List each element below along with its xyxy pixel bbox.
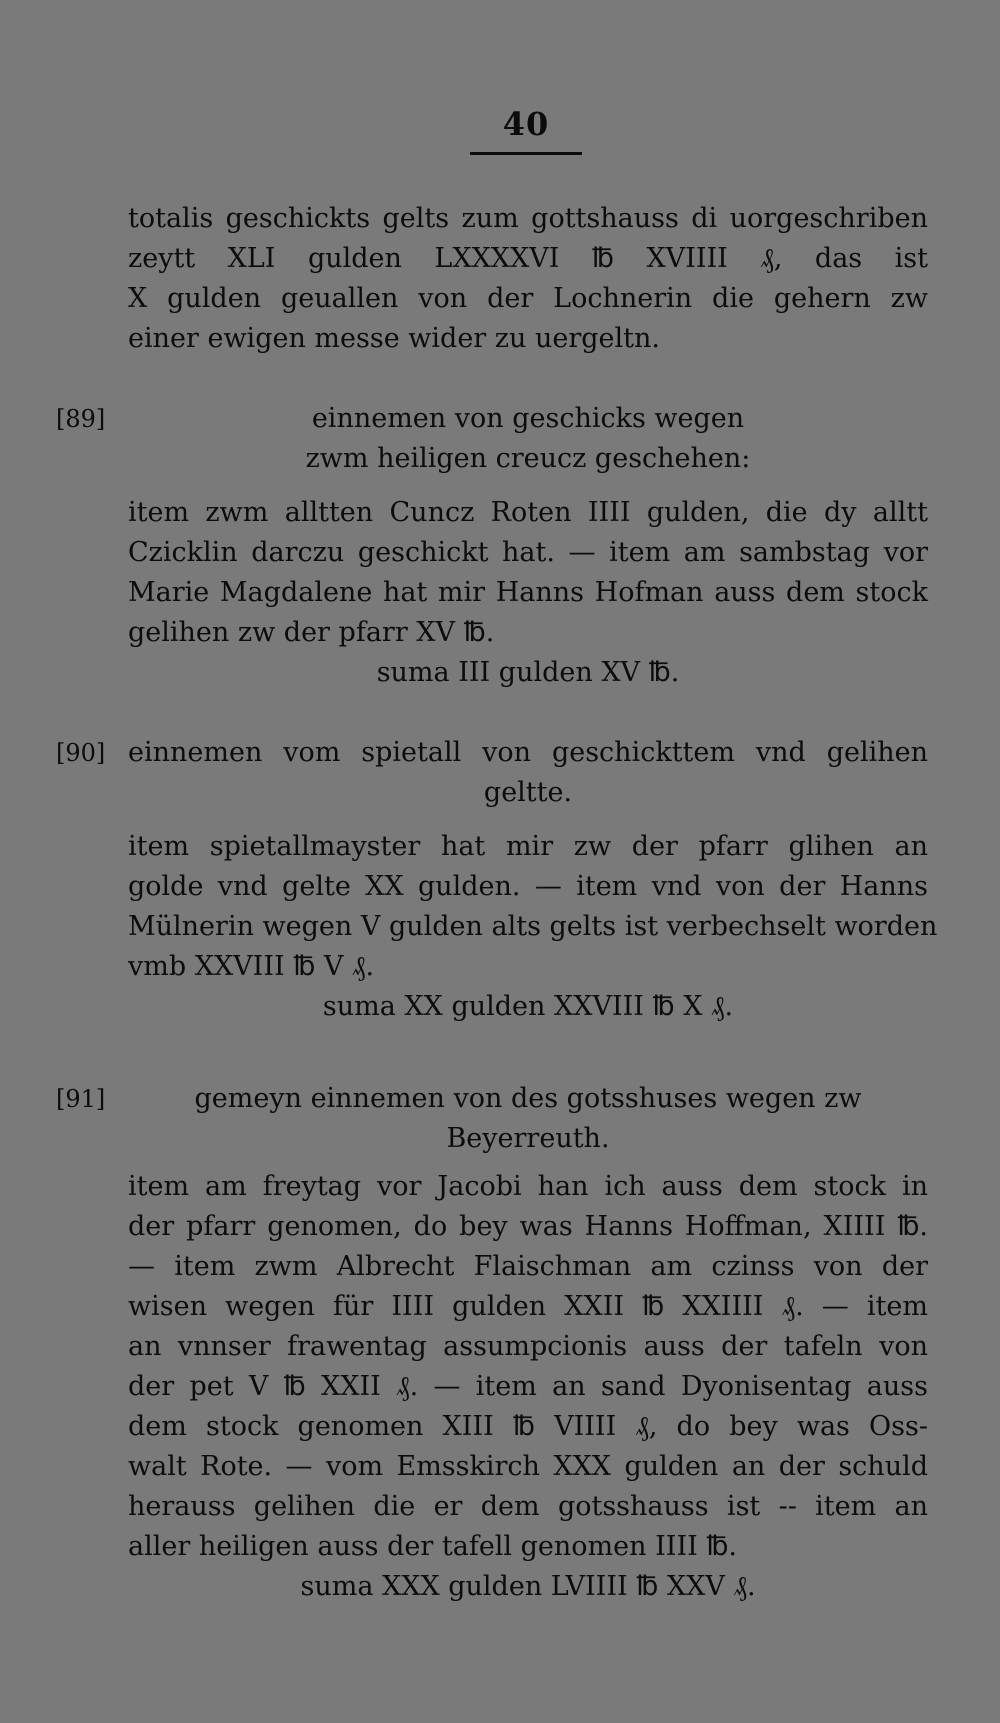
section-sum: suma XX gulden XXVIII ℔ X ₰. bbox=[322, 991, 734, 1022]
page-number-rule bbox=[470, 152, 582, 155]
intro-line: einer ewigen messe wider zu uergeltn. bbox=[128, 323, 660, 354]
section-body-line: — item zwm Albrecht Flaischman am czinss von der bbox=[128, 1251, 928, 1282]
section-sum: suma XXX gulden LVIIII ℔ XXV ₰. bbox=[300, 1571, 756, 1602]
section-body-line: Marie Magdalene hat mir Hanns Hofman auss dem stock bbox=[128, 577, 928, 608]
section-body-line: herauss gelihen die er dem gotsshauss ist -- item an bbox=[128, 1491, 928, 1522]
intro-line: zeytt XLI gulden LXXXXVI ℔ XVIIII ₰, das ist bbox=[128, 243, 928, 274]
section-body-line: wisen wegen für IIII gulden XXII ℔ XXIIII ₰. — item bbox=[128, 1291, 928, 1322]
section-heading: Beyerreuth. bbox=[446, 1123, 610, 1154]
section-body-line: vmb XXVIII ℔ V ₰. bbox=[128, 951, 375, 982]
section-number: [90] bbox=[56, 739, 106, 767]
section-number: [91] bbox=[56, 1085, 106, 1113]
section-number: [89] bbox=[56, 405, 106, 433]
section-sum: suma III gulden XV ℔. bbox=[376, 657, 680, 688]
section-heading: zwm heiligen creucz geschehen: bbox=[305, 443, 751, 474]
section-body-line: item zwm alltten Cuncz Roten IIII gulden, die dy alltt bbox=[128, 497, 928, 528]
section-heading: gemeyn einnemen von des gotsshuses wegen zw bbox=[194, 1083, 862, 1114]
section-body-line: gelihen zw der pfarr XV ℔. bbox=[128, 617, 495, 648]
page-number: 40 bbox=[502, 105, 550, 143]
intro-line: totalis geschickts gelts zum gottshauss di uorgeschriben bbox=[128, 203, 928, 234]
section-body-line: dem stock genomen XIII ℔ VIIII ₰, do bey was Oss- bbox=[128, 1411, 928, 1442]
section-heading: einnemen von geschicks wegen bbox=[311, 403, 745, 434]
section-body-line: an vnnser frawentag assumpcionis auss der tafeln von bbox=[128, 1331, 928, 1362]
section-body-line: Czicklin darczu geschickt hat. — item am sambstag vor bbox=[128, 537, 928, 568]
section-body-line: golde vnd gelte XX gulden. — item vnd von der Hanns bbox=[128, 871, 928, 902]
section-body-line: walt Rote. — vom Emsskirch XXX gulden an der schuld bbox=[128, 1451, 928, 1482]
section-body-line: item spietallmayster hat mir zw der pfarr glihen an bbox=[128, 831, 928, 862]
intro-line: X gulden geuallen von der Lochnerin die gehern zw bbox=[128, 283, 928, 314]
section-body-line: der pet V ℔ XXII ₰. — item an sand Dyonisentag auss bbox=[128, 1371, 928, 1402]
section-body-line: Mülnerin wegen V gulden alts gelts ist verbechselt worden bbox=[128, 911, 938, 942]
section-heading: einnemen vom spietall von geschickttem vnd gelihen bbox=[128, 737, 928, 768]
section-heading: geltte. bbox=[483, 777, 573, 808]
section-body-line: der pfarr genomen, do bey was Hanns Hoffman, XIIII ℔. bbox=[128, 1211, 928, 1242]
section-body-line: aller heiligen auss der tafell genomen IIII ℔. bbox=[128, 1531, 738, 1562]
section-body-line: item am freytag vor Jacobi han ich auss dem stock in bbox=[128, 1171, 928, 1202]
